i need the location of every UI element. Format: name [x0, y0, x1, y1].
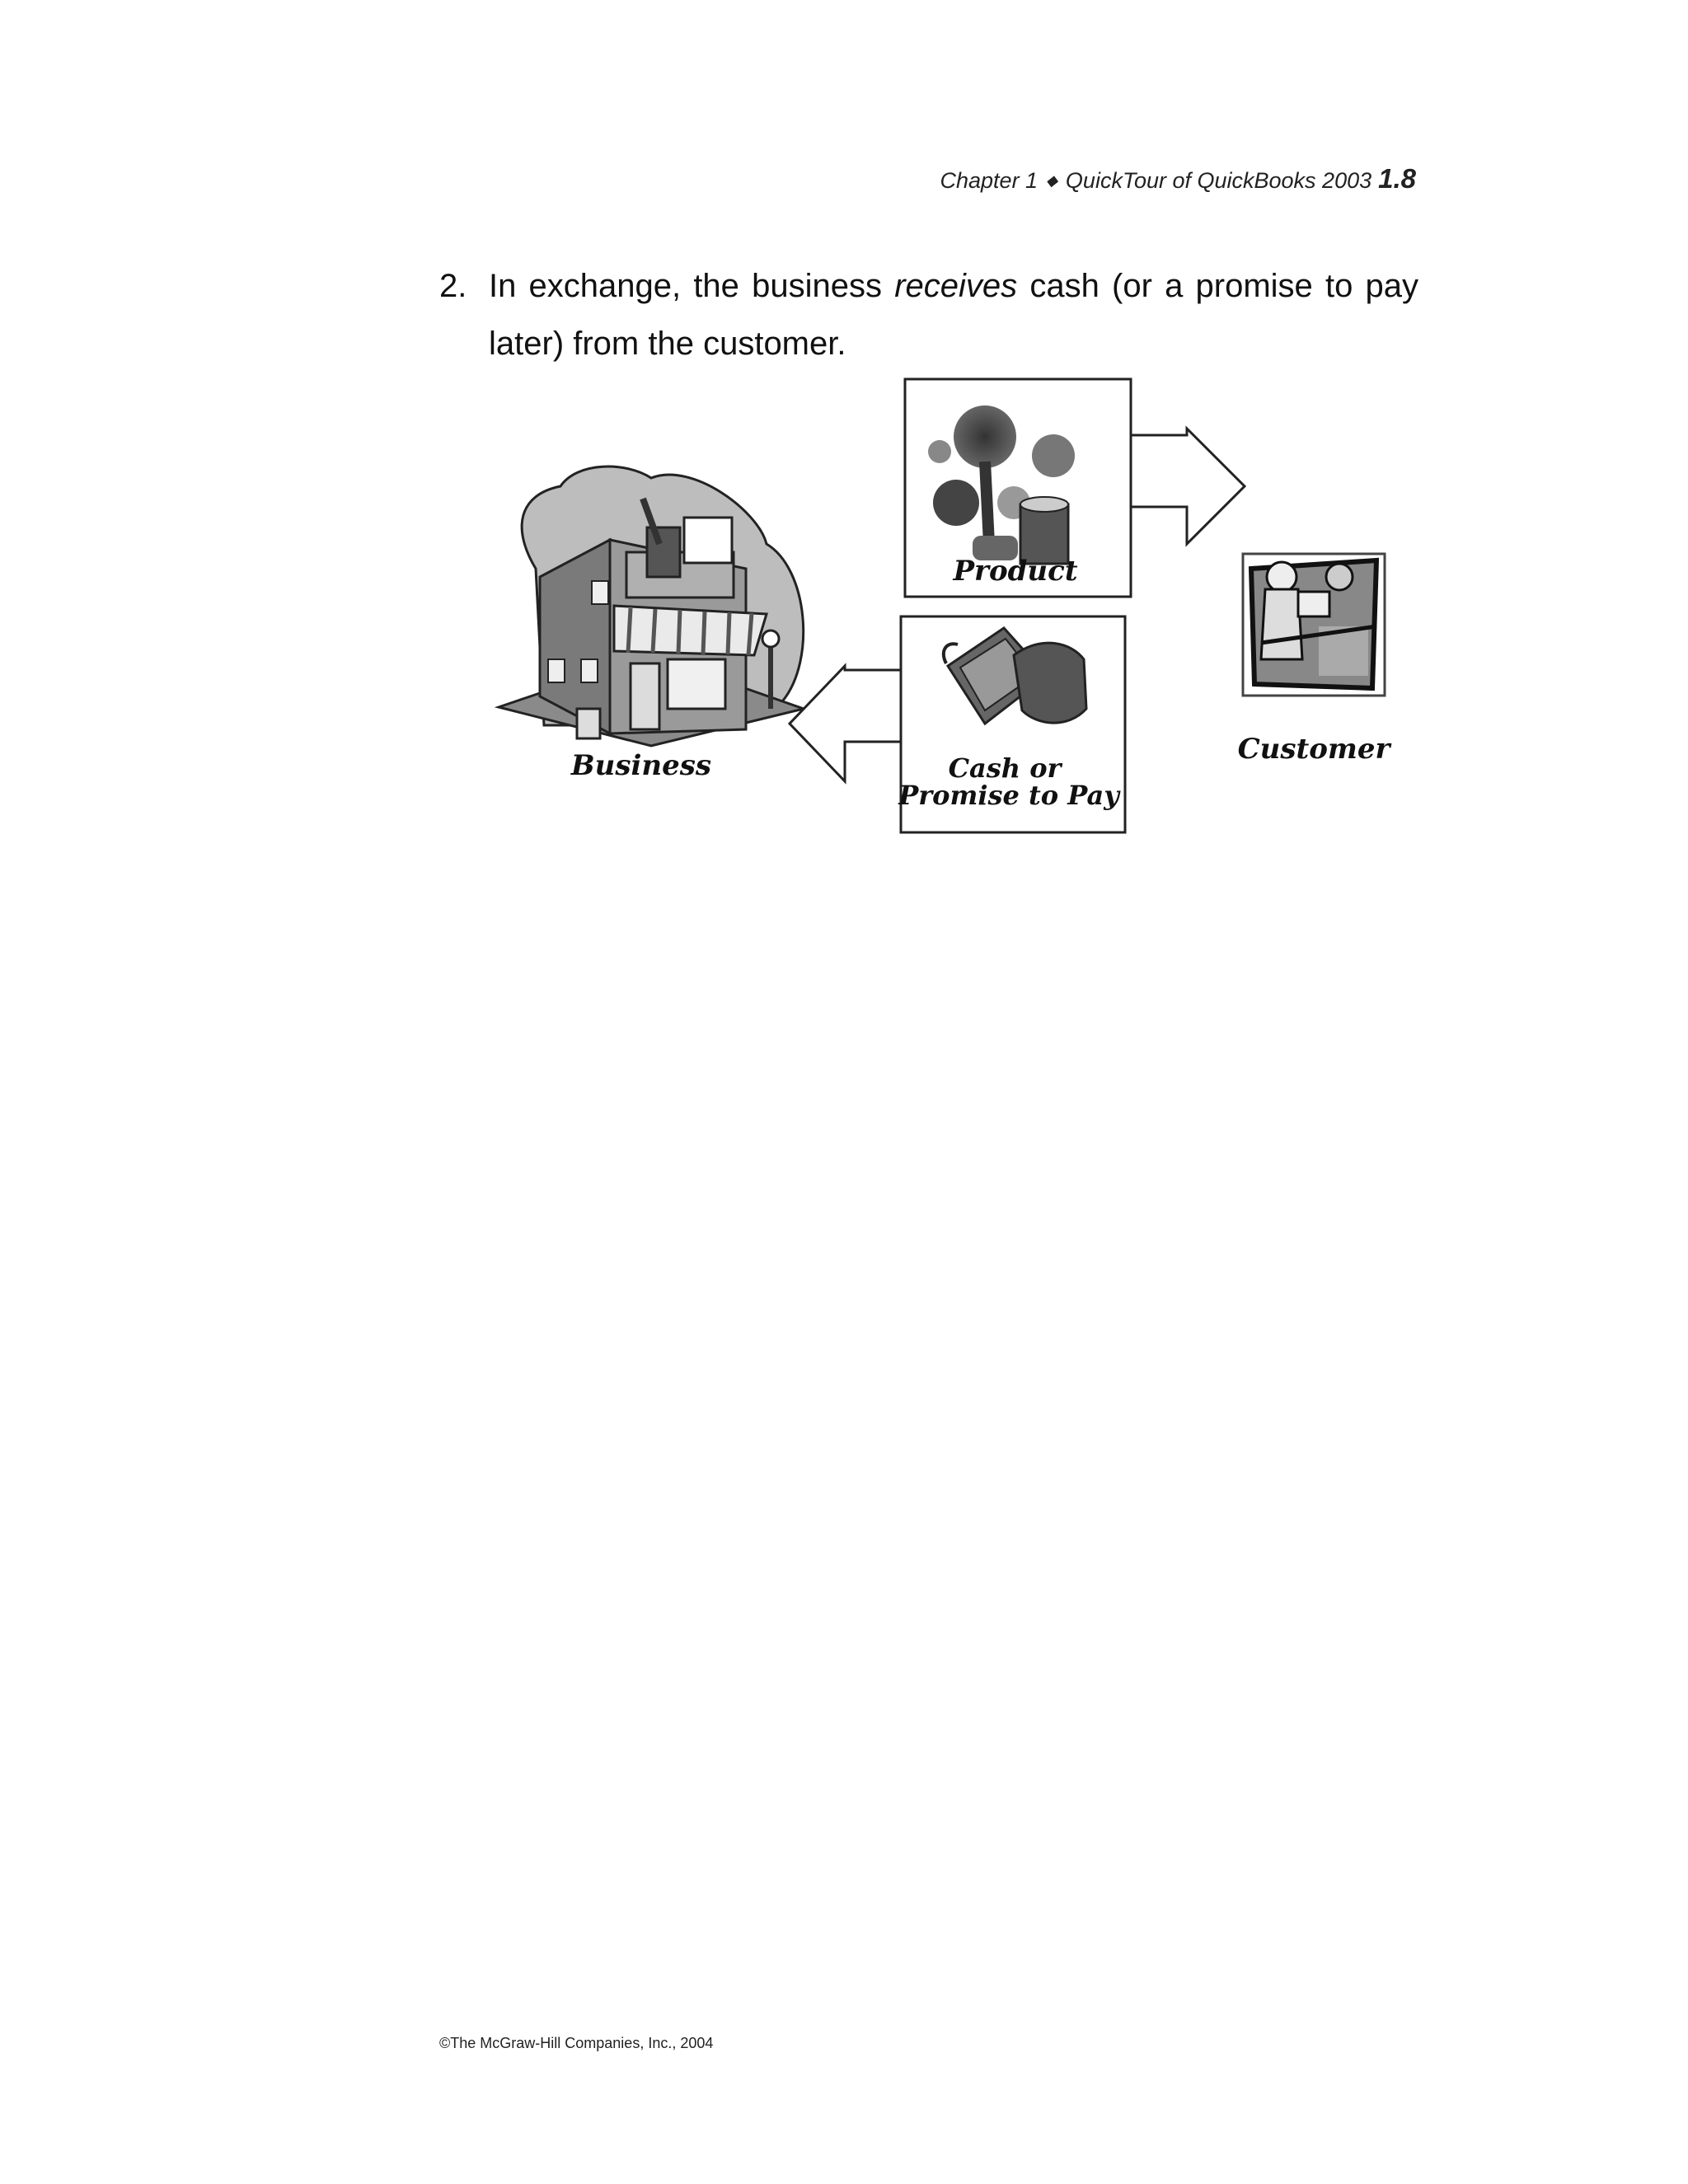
business-label: Business — [570, 749, 712, 782]
diamond-separator-icon: ◆ — [1046, 172, 1057, 189]
chapter-label: Chapter 1 — [940, 168, 1039, 193]
left-arrow-icon — [790, 666, 901, 781]
customer-icon — [1243, 554, 1385, 696]
right-arrow-icon — [1131, 429, 1245, 544]
payment-label-line1: Cash or — [948, 752, 1062, 784]
emphasis-receives: receives — [894, 268, 1018, 304]
book-title: QuickTour of QuickBooks 2003 — [1065, 168, 1372, 193]
product-label: Product — [953, 555, 1078, 588]
paragraph-text: In exchange, the business receives cash (or a promise to pay later) from the customer. — [489, 268, 1419, 362]
list-number: 2. — [439, 268, 467, 304]
copyright-footer: ©The McGraw-Hill Companies, Inc., 2004 — [439, 2035, 714, 2051]
payment-label-line2: Promise to Pay — [898, 780, 1119, 811]
customer-label: Customer — [1237, 733, 1390, 766]
page-number: 1.8 — [1378, 163, 1416, 194]
storefront-icon — [499, 466, 804, 746]
exchange-diagram — [0, 0, 1688, 841]
